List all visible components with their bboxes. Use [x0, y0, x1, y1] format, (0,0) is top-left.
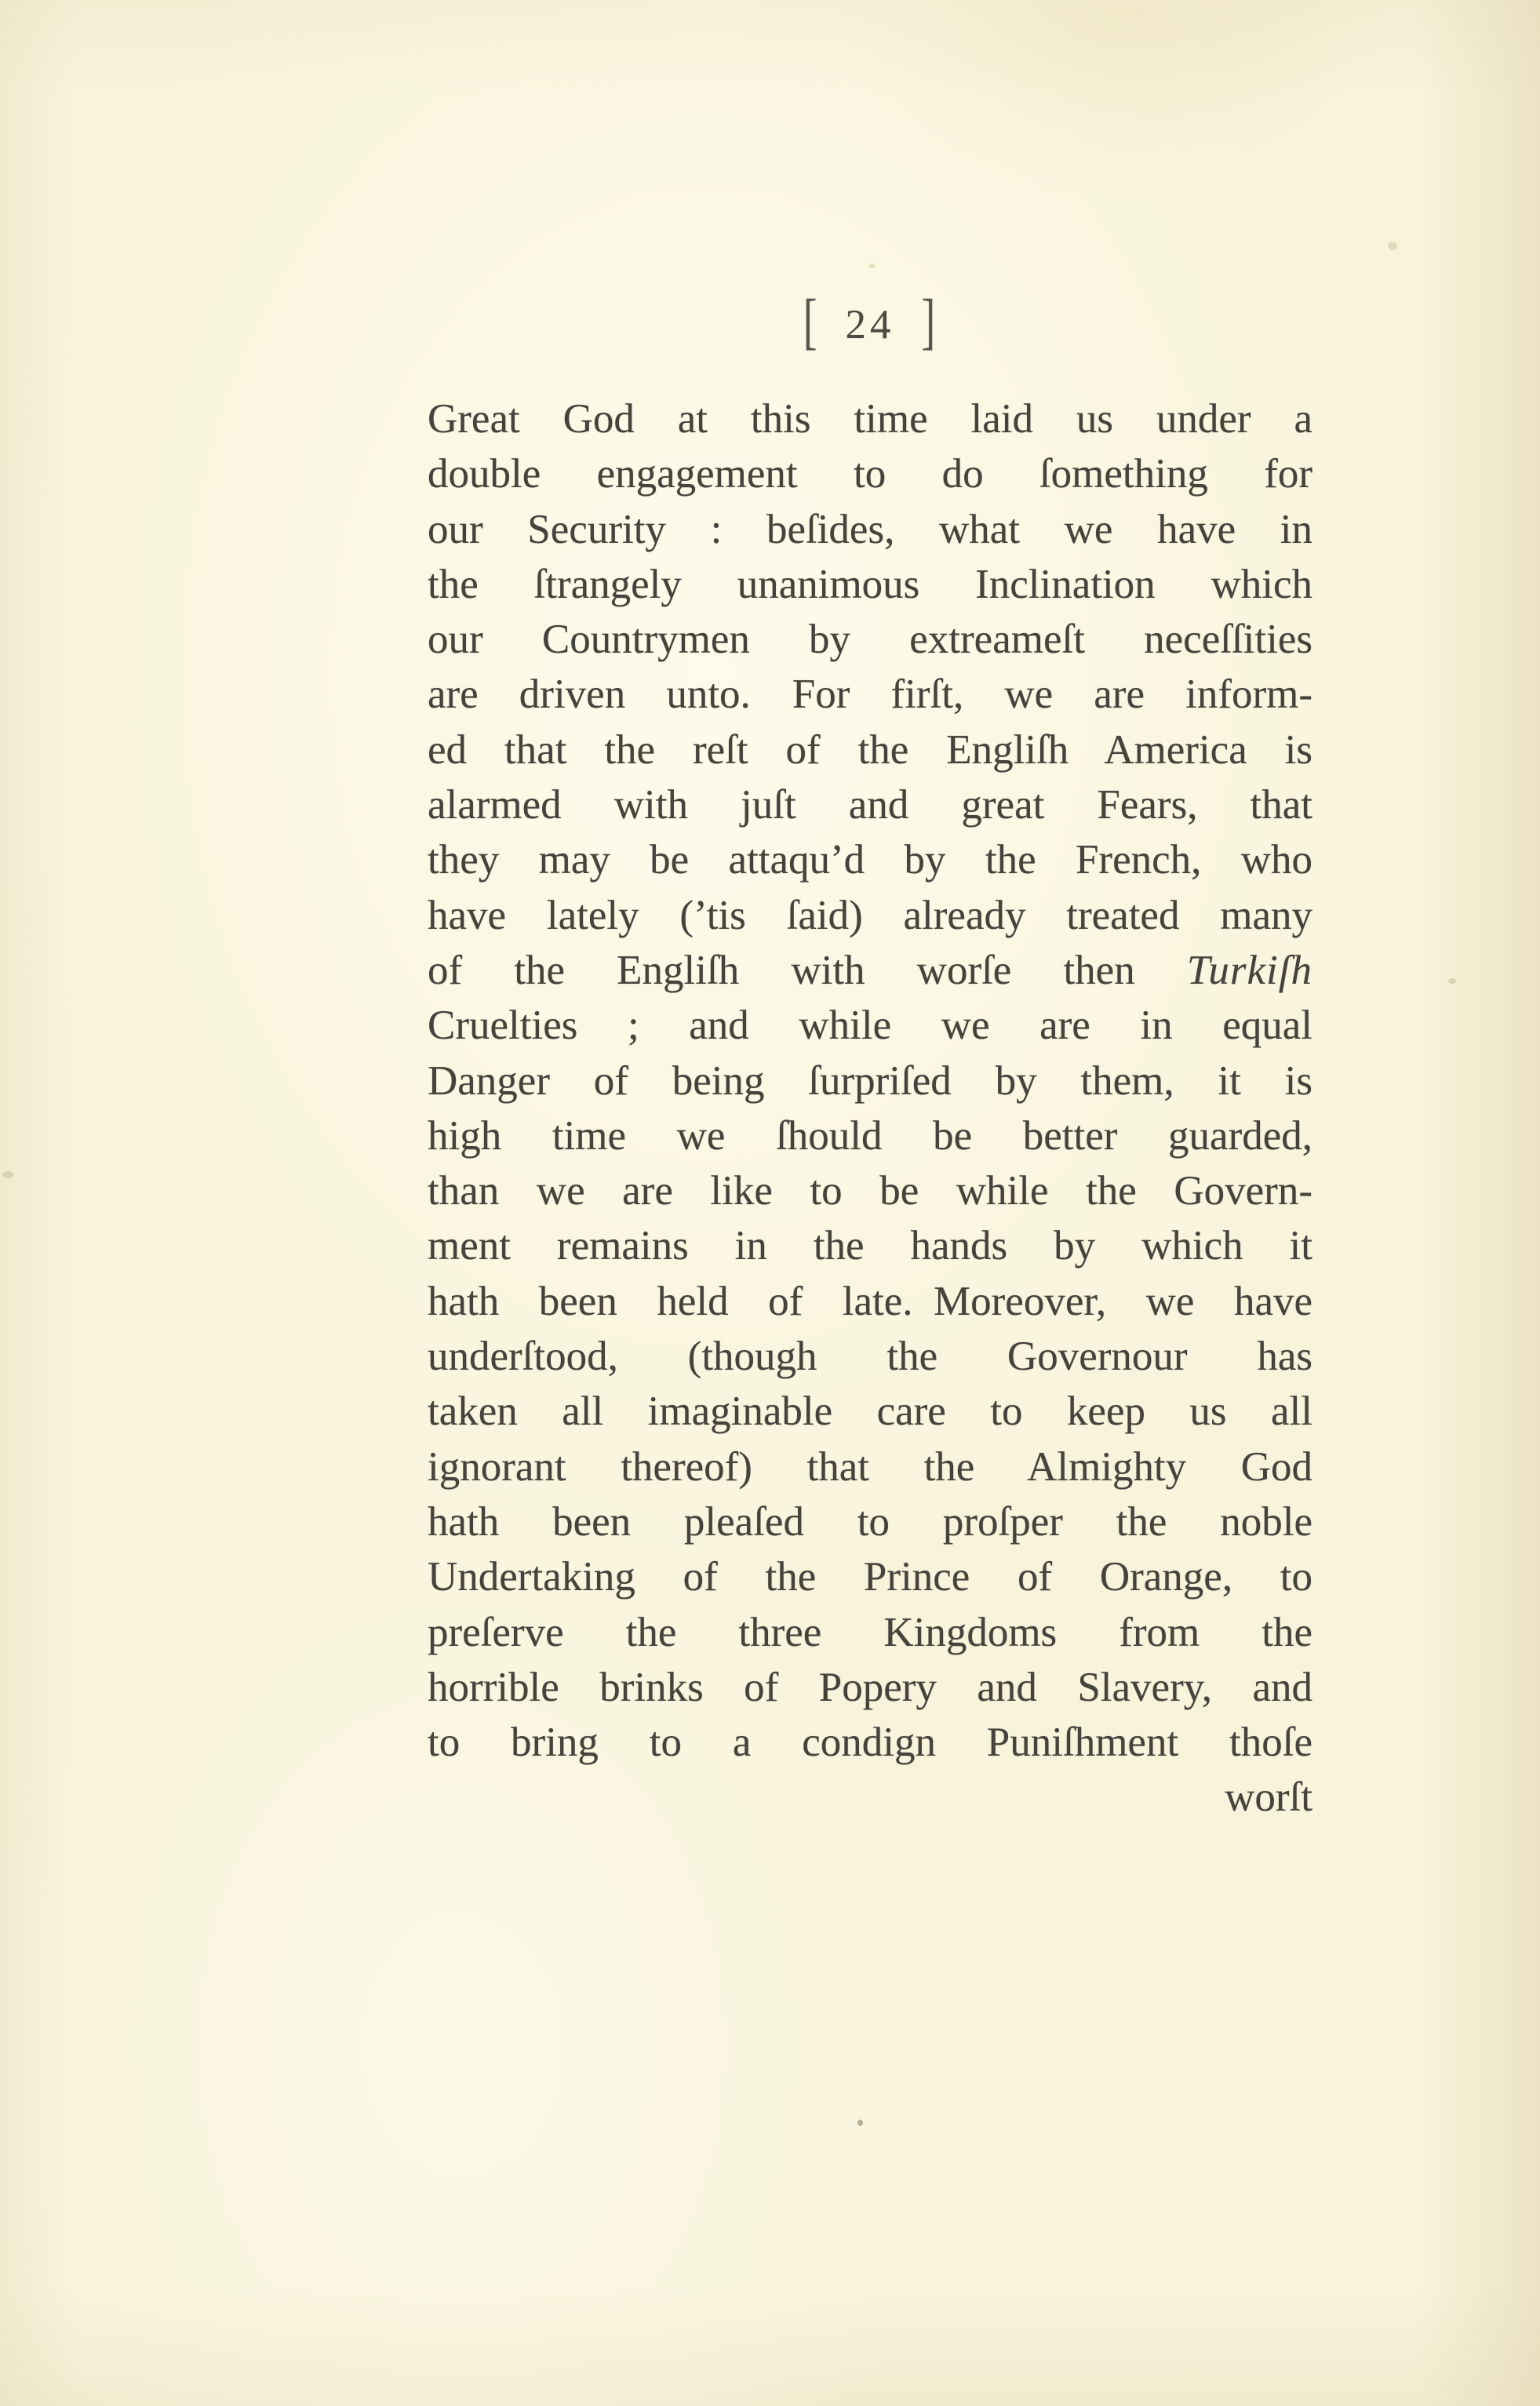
text-segment: high time we ſhould be better guarded,: [428, 1112, 1312, 1159]
text-line: [428, 1108, 1312, 1163]
text-segment: Cruelties ; and while we are in equal: [428, 1003, 1312, 1049]
text-line: [428, 391, 1312, 446]
text-line: [428, 1384, 1312, 1439]
text-line: [428, 1218, 1312, 1273]
text-line: [428, 723, 1312, 777]
text-segment: preſerve the three Kingdoms from the: [428, 1609, 1312, 1655]
paper-speck: [857, 2120, 863, 2126]
text-line: [428, 667, 1312, 722]
open-bracket: [: [803, 287, 819, 356]
paper-speck: [868, 264, 876, 268]
paper-speck: [1388, 242, 1397, 250]
text-segment: taken all imaginable care to keep us all: [428, 1389, 1312, 1435]
text-segment: double engagement to do ſomething for: [428, 451, 1312, 497]
text-segment: hath been held of late. Moreover, we have: [428, 1278, 1312, 1324]
text-line: [428, 943, 1312, 998]
page-number: 24: [845, 302, 895, 348]
text-line: [428, 888, 1312, 943]
text-line: [428, 1054, 1312, 1108]
text-segment: hath been pleaſed to proſper the noble: [428, 1498, 1312, 1545]
text-segment: Undertaking of the Prince of Orange, to: [428, 1554, 1312, 1600]
text-segment: Great God at this time laid us under a: [428, 396, 1312, 442]
text-segment: ignorant thereof) that the Almighty God: [428, 1443, 1312, 1490]
text-segment: to bring to a condign Puniſhment thoſe: [428, 1720, 1312, 1766]
text-segment: Danger of being ſurpriſed by them, it is: [428, 1057, 1312, 1104]
text-segment: our Countrymen by extreameſt neceſſities: [428, 617, 1312, 663]
body-text: [428, 391, 1312, 1770]
text-line: [428, 1440, 1312, 1494]
text-segment: ment remains in the hands by which it: [428, 1223, 1312, 1269]
text-line: [428, 612, 1312, 667]
text-segment: have lately (’tis ſaid) already treated many: [428, 892, 1312, 938]
text-line: [428, 1605, 1312, 1660]
text-line: [428, 1163, 1312, 1218]
text-segment: alarmed with juſt and great Fears, that: [428, 782, 1312, 828]
text-line: [428, 1329, 1312, 1384]
text-line: [428, 1549, 1312, 1604]
text-segment: the ſtrangely unanimous Inclination which: [428, 561, 1312, 607]
text-line: [428, 832, 1312, 887]
text-line: [428, 1494, 1312, 1549]
text-segment: horrible brinks of Popery and Slavery, and: [428, 1664, 1312, 1710]
text-line: [428, 1715, 1312, 1770]
text-line: [428, 557, 1312, 612]
text-line: [428, 502, 1312, 557]
text-segment: than we are like to be while the Govern-: [428, 1168, 1312, 1214]
close-bracket: ]: [921, 287, 937, 356]
paper-speck: [2, 1171, 13, 1178]
text-line: [428, 777, 1312, 832]
catchword: worſt: [1225, 1774, 1312, 1820]
text-line: [428, 446, 1312, 501]
text-segment: our Security : beſides, what we have in: [428, 506, 1312, 552]
text-segment: they may be attaqu’d by the French, who: [428, 837, 1312, 883]
text-segment: of the Engliſh with worſe then: [428, 947, 1187, 993]
text-segment: are driven unto. For firſt, we are inform-: [428, 672, 1312, 718]
text-line: [428, 998, 1312, 1053]
text-line: [428, 1274, 1312, 1329]
text-line: [428, 1660, 1312, 1715]
italic-word: Turkiſh: [1186, 947, 1312, 993]
text-segment: ed that the reſt of the Engliſh America is: [428, 726, 1312, 773]
paper-speck: [1448, 978, 1456, 984]
page-number-header: [428, 287, 1312, 356]
text-segment: underſtood, (though the Governour has: [428, 1334, 1312, 1380]
